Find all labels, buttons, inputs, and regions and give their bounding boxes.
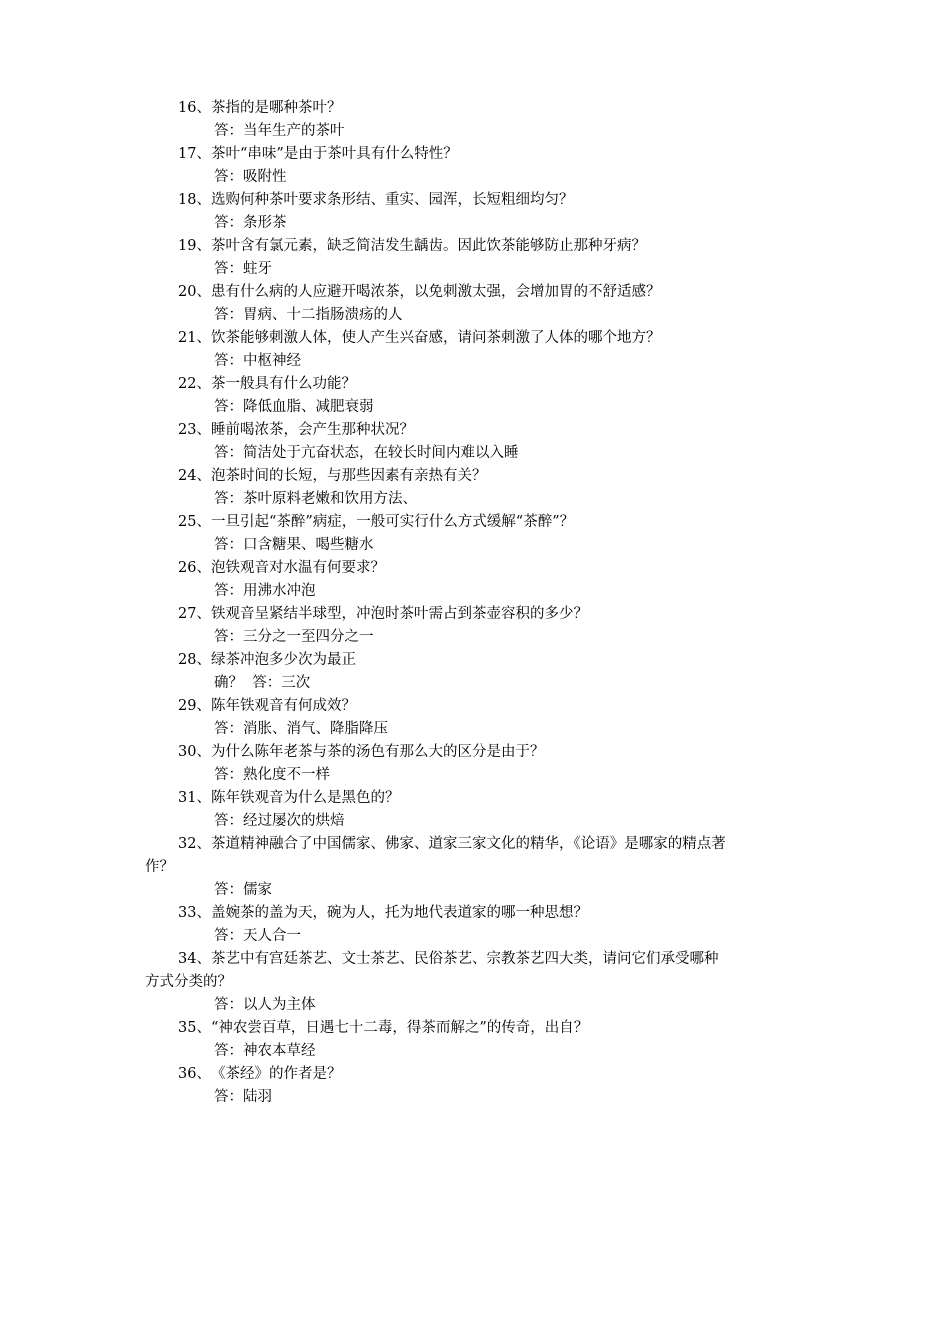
question — [145, 143, 805, 166]
question-number: 27、 — [178, 606, 211, 622]
question-text: 一旦引起“茶醉”病症，一般可实行什么方式缓解“茶醉”？ — [210, 514, 575, 530]
qa-item-25 — [145, 511, 805, 557]
question — [145, 189, 805, 212]
qa-item-21 — [145, 327, 805, 373]
answer: 答：用沸水冲泡 — [214, 583, 316, 599]
answer: 答：口含糖果、喝些糖水 — [214, 537, 374, 553]
answer: 答：蛀牙 — [214, 261, 272, 277]
question-number: 31、 — [178, 790, 211, 806]
question — [145, 327, 805, 350]
question-number: 30、 — [178, 744, 211, 760]
answer: 答：条形茶 — [214, 215, 287, 231]
qa-item-28 — [145, 649, 805, 695]
question-number: 24、 — [178, 468, 211, 484]
question — [145, 833, 805, 856]
answer: 答：茶叶原料老嫩和饮用方法、 — [214, 491, 417, 507]
qa-item-24 — [145, 465, 805, 511]
qa-item-34 — [145, 948, 805, 1017]
question-text: 茶道精神融合了中国儒家、佛家、道家三家文化的精华，《论语》是哪家的精点著 — [210, 836, 726, 852]
question — [145, 1017, 805, 1040]
question — [145, 465, 805, 488]
qa-item-26 — [145, 557, 805, 603]
question-text: “神农尝百草，日遇七十二毒，得茶而解之”的传奇，出自？ — [210, 1020, 589, 1036]
answer: 答：当年生产的茶叶 — [214, 123, 345, 139]
question-number: 21、 — [178, 330, 211, 346]
answer: 答：简洁处于亢奋状态，在较长时间内难以入睡 — [214, 445, 519, 461]
question — [145, 235, 805, 258]
question-text: 茶一般具有什么功能？ — [210, 376, 356, 392]
question-number: 20、 — [178, 284, 211, 300]
question-text-continued: 确？ — [214, 675, 243, 691]
question-text: 铁观音呈紧结半球型，冲泡时茶叶需占到茶壶容积的多少？ — [210, 606, 588, 622]
question-text-continued: 方式分类的？ — [145, 974, 232, 990]
question — [145, 511, 805, 534]
qa-item-30 — [145, 741, 805, 787]
qa-item-22 — [145, 373, 805, 419]
answer: 答：降低血脂、减肥衰弱 — [214, 399, 374, 415]
question-text: 茶艺中有宫廷茶艺、文士茶艺、民俗茶艺、宗教茶艺四大类，请问它们承受哪种 — [210, 951, 719, 967]
qa-item-20 — [145, 281, 805, 327]
qa-item-17 — [145, 143, 805, 189]
question-text: 绿茶冲泡多少次为最正 — [210, 652, 356, 668]
qa-item-31 — [145, 787, 805, 833]
answer: 答：中枢神经 — [214, 353, 301, 369]
question-text: 茶指的是哪种茶叶？ — [210, 100, 342, 116]
question-text: 泡茶时间的长短，与那些因素有亲热有关？ — [210, 468, 487, 484]
answer: 答：胃病、十二指肠溃疡的人 — [214, 307, 403, 323]
question-number: 25、 — [178, 514, 211, 530]
qa-item-29 — [145, 695, 805, 741]
question-number: 16、 — [178, 100, 211, 116]
answer: 答：吸附性 — [214, 169, 287, 185]
question-number: 18、 — [178, 192, 211, 208]
question-continuation-with-answer — [145, 672, 805, 695]
question-number: 29、 — [178, 698, 211, 714]
question — [145, 97, 805, 120]
question-number: 17、 — [178, 146, 211, 162]
question-number: 34、 — [178, 951, 211, 967]
question-text-continued: 作？ — [145, 859, 174, 875]
answer: 答：以人为主体 — [214, 997, 316, 1013]
question-text: 陈年铁观音有何成效？ — [210, 698, 356, 714]
question-text: 为什么陈年老茶与茶的汤色有那么大的区分是由于？ — [210, 744, 545, 760]
qa-item-16 — [145, 97, 805, 143]
qa-item-35 — [145, 1017, 805, 1063]
question — [145, 419, 805, 442]
question-number: 22、 — [178, 376, 211, 392]
question-text: 睡前喝浓茶，会产生那种状况？ — [210, 422, 414, 438]
qa-list — [145, 97, 805, 1109]
question — [145, 902, 805, 925]
answer: 答：神农本草经 — [214, 1043, 316, 1059]
answer: 答：陆羽 — [214, 1089, 272, 1105]
qa-item-18 — [145, 189, 805, 235]
answer: 答：天人合一 — [214, 928, 301, 944]
question-number: 28、 — [178, 652, 211, 668]
question-number: 36、 — [178, 1066, 211, 1082]
question — [145, 695, 805, 718]
question-text: 茶叶“串味”是由于茶叶具有什么特性？ — [210, 146, 458, 162]
question — [145, 281, 805, 304]
question-number: 35、 — [178, 1020, 211, 1036]
qa-item-23 — [145, 419, 805, 465]
question-number: 33、 — [178, 905, 211, 921]
question — [145, 603, 805, 626]
answer: 答：熟化度不一样 — [214, 767, 330, 783]
question-text: 《茶经》的作者是？ — [210, 1066, 342, 1082]
question-number: 19、 — [178, 238, 211, 254]
question-number: 26、 — [178, 560, 211, 576]
question-text: 饮茶能够刺激人体，使人产生兴奋感，请问茶刺激了人体的哪个地方？ — [210, 330, 661, 346]
question — [145, 1063, 805, 1086]
question — [145, 948, 805, 971]
question-text: 选购何种茶叶要求条形结、重实、园浑，长短粗细均匀？ — [210, 192, 574, 208]
qa-item-32 — [145, 833, 805, 902]
question-text: 患有什么病的人应避开喝浓茶，以免刺激太强，会增加胃的不舒适感？ — [210, 284, 661, 300]
qa-item-33 — [145, 902, 805, 948]
question-text: 泡铁观音对水温有何要求？ — [210, 560, 385, 576]
qa-item-27 — [145, 603, 805, 649]
question-text: 陈年铁观音为什么是黑色的？ — [210, 790, 400, 806]
question — [145, 373, 805, 396]
question — [145, 741, 805, 764]
answer: 答：三次 — [252, 675, 311, 691]
qa-item-19 — [145, 235, 805, 281]
answer: 答：三分之一至四分之一 — [214, 629, 374, 645]
question — [145, 557, 805, 580]
qa-item-36 — [145, 1063, 805, 1109]
answer: 答：消胀、消气、降脂降压 — [214, 721, 388, 737]
question — [145, 649, 805, 672]
question — [145, 787, 805, 810]
question-text: 盖婉茶的盖为天，碗为人，托为地代表道家的哪一种思想？ — [210, 905, 588, 921]
question-number: 32、 — [178, 836, 211, 852]
answer: 答：经过屡次的烘焙 — [214, 813, 345, 829]
question-text: 茶叶含有氯元素，缺乏简洁发生龋齿。因此饮茶能够防止那种牙病？ — [210, 238, 646, 254]
answer: 答：儒家 — [214, 882, 272, 898]
question-number: 23、 — [178, 422, 211, 438]
